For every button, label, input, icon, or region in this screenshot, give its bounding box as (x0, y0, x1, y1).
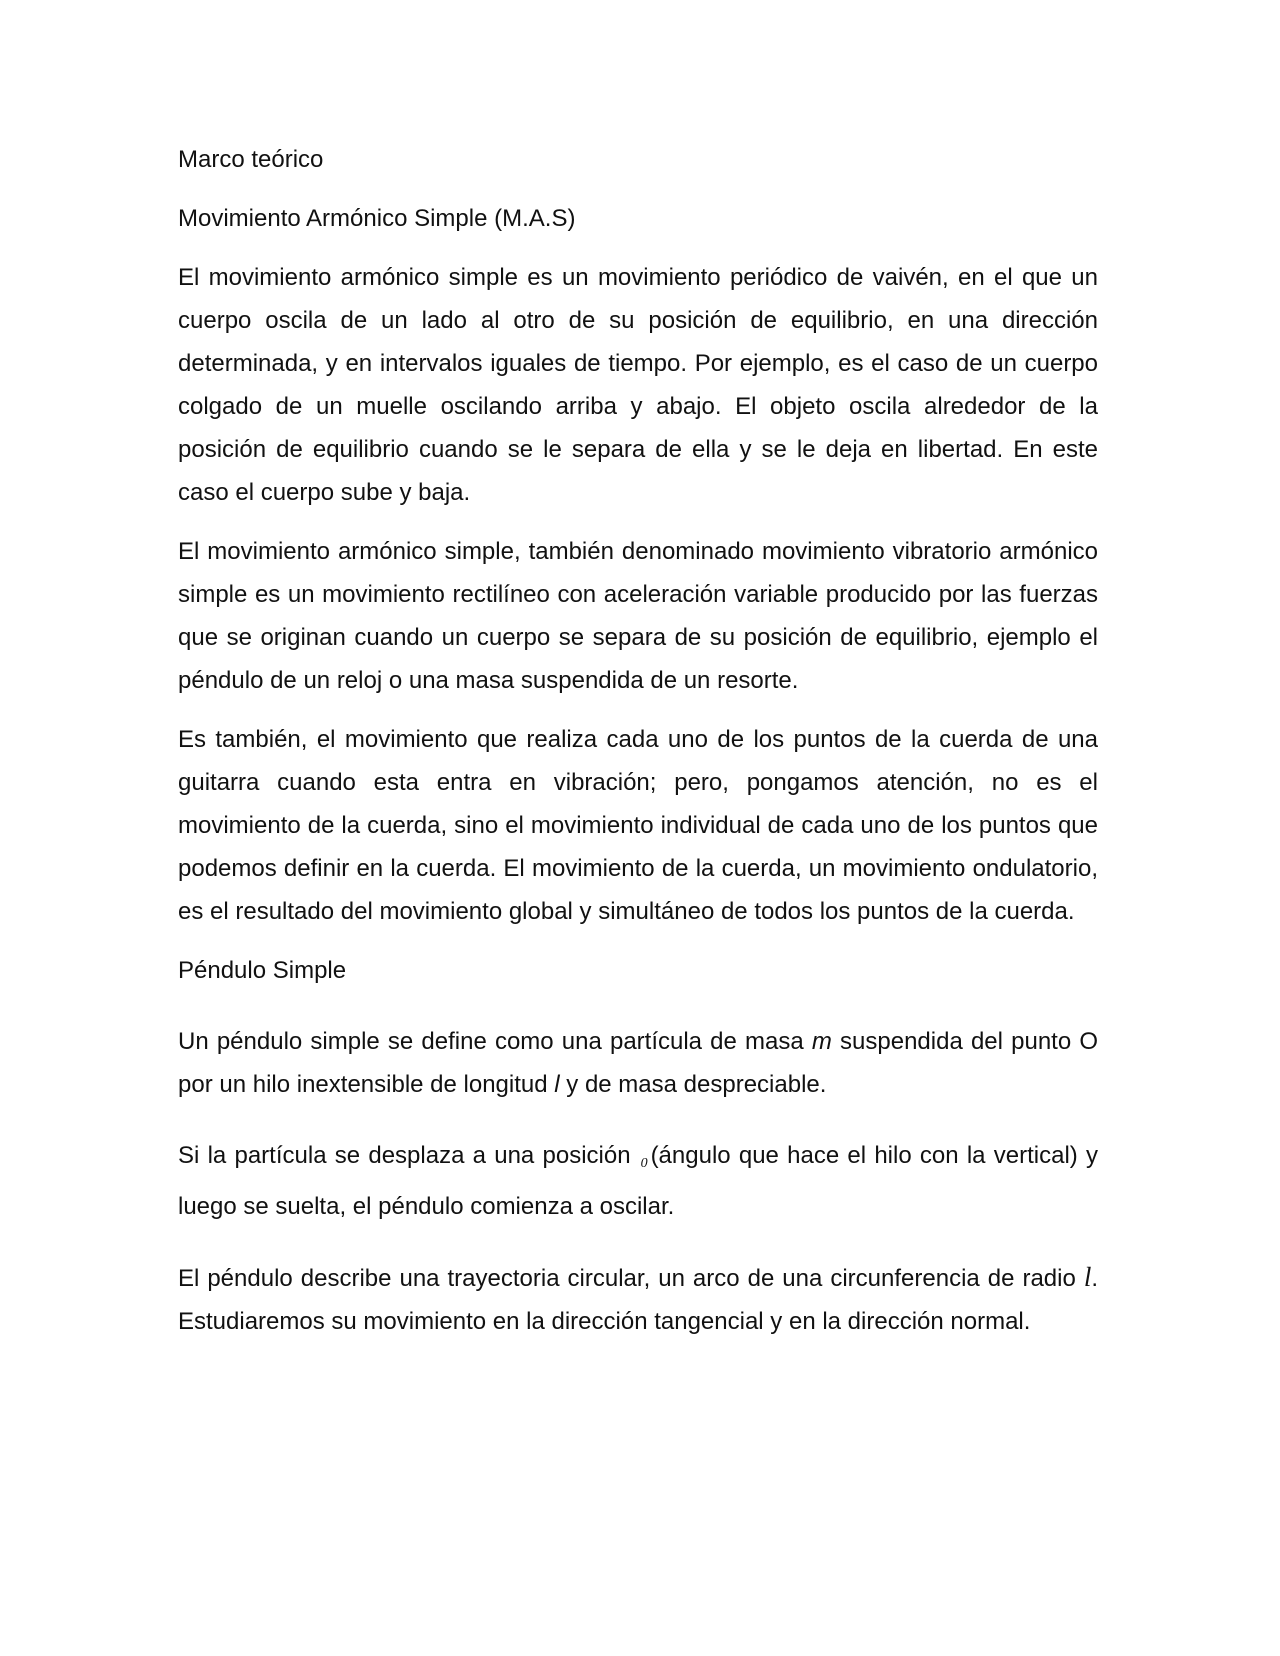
paragraph-mas-1: El movimiento armónico simple es un movimiento periódico de vaivén, en el que un cuerpo oscila de un lado al otro de su posición de equilibrio, en una dirección determinada, y en intervalos iguales de tiempo. Por ejemplo, es el caso de un cuerpo colgado de un muelle oscilando arriba y abajo. El objeto oscila alrededor de la posición de equilibrio cuando se le separa de ella y se le deja en libertad. En este caso el cuerpo sube y baja. (178, 264, 1098, 506)
paragraph-pendulo-displacement (178, 1134, 1098, 1228)
variable-m: m (811, 1028, 832, 1055)
subscript-zero: 0 (640, 1156, 648, 1171)
document-page (178, 138, 1098, 1359)
text-run: (ángulo que hace el hilo con la vertical) y luego se suelta, el péndulo comienza a oscilar. (178, 1142, 1098, 1220)
document-title: Marco teórico (178, 146, 324, 173)
text-run: . Estudiaremos su movimiento en la dirección tangencial y en la dirección normal. (178, 1265, 1098, 1335)
section-heading-mas: Movimiento Armónico Simple (M.A.S) (178, 205, 576, 232)
text-run: El péndulo describe una trayectoria circular, un arco de una circunferencia de radio (178, 1265, 1084, 1292)
variable-l: l (554, 1071, 560, 1098)
text-run: Si la partícula se desplaza a una posición (178, 1142, 631, 1169)
text-run: suspendida del punto O por un hilo inextensible de longitud (178, 1028, 1098, 1098)
paragraph-mas-2: El movimiento armónico simple, también denominado movimiento vibratorio armónico simple es un movimiento rectilíneo con aceleración variable producido por las fuerzas que se originan cuando un cuerpo se separa de su posición de equilibrio, ejemplo el péndulo de un reloj o una masa suspendida de un resorte. (178, 538, 1098, 694)
variable-l-radius: l (1083, 1262, 1092, 1292)
paragraph-pendulo-trajectory (178, 1256, 1098, 1343)
text-run: y de masa despreciable. (559, 1071, 827, 1098)
section-heading-pendulo: Péndulo Simple (178, 957, 347, 984)
paragraph-mas-3: Es también, el movimiento que realiza cada uno de los puntos de la cuerda de una guitarra cuando esta entra en vibración; pero, pongamos atención, no es el movimiento de la cuerda, sino el movimiento individual de cada uno de los puntos que podemos definir en la cuerda. El movimiento de la cuerda, un movimiento ondulatorio, es el resultado del movimiento global y simultáneo de todos los puntos de la cuerda. (178, 726, 1098, 925)
paragraph-pendulo-definition (178, 1020, 1098, 1106)
text-run: Un péndulo simple se define como una partícula de masa (178, 1028, 812, 1055)
